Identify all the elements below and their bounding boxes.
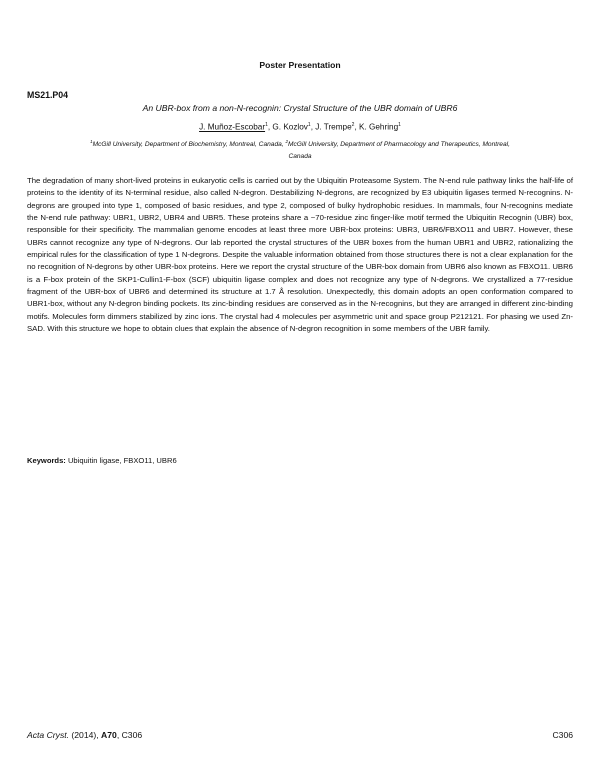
affiliation-mark: 1 <box>90 139 93 144</box>
abstract-code: MS21.P04 <box>27 90 69 100</box>
author-affiliation-mark: 1 <box>265 122 268 128</box>
keywords-label: Keywords: <box>27 456 66 465</box>
abstract-body: The degradation of many short-lived proteins in eukaryotic cells is carried out by the Ubiquitin Proteasome System. The N-end rule pathway links the half-life of proteins to the identity of its N-terminal residue, also called N-degron. Destabilizing N-degrons, are recognized by E3 ubiquitin ligases termed N-recognins. N-degrons are grouped into type 1, composed of basic residues, and type 2, composed of bulky hydrophobic residues. In mammals, four N-recognins mediate the N-end rule pathway: UBR1, UBR2, UBR4 and UBR5. These proteins share a ~70-residue zinc finger-like motif termed the Ubiquitin Recognin (UBR) box, responsible for their specificity. The mammalian genome encodes at least three more UBR-box proteins: UBR3, UBR6/FBXO11 and UBR7. However, these UBRs cannot recognize any type of N-degrons. Our lab reported the crystal structures of the UBR boxes from the human UBR1 and UBR2, rationalizing the empirical rules for the classification of type 1 N-degrons. Despite the valuable information obtained from those structures there is not a clear explanation for the no recognition of N-degrons by other UBR-box proteins. Here we report the crystal structure of the UBR-box domain from UBR6 also known as FBXO11. UBR6 is a F-box protein of the SKP1-Cullin1-F-box (SCF) ubiquitin ligase complex and does not recognize any type of N-degrons. We crystallized a 77-residue fragment of the UBR-box of UBR6 and determined its structure at 1.7 Å resolution. Unexpectedly, this domain adopts an open conformation compared to UBR1-box, without any N-degron binding pockets. Its zinc-binding residues are conserved as in the N-recognins, but they are arranged in different zinc-binding motifs. Molecules form dimmers stabilized by zinc ions. The crystal had 4 molecules per asymmetric unit and space group P212121. For phasing we used Zn-SAD. With this structure we hope to obtain clues that explain the absence of N-degron recognition in some members of the UBR family. <box>27 176 573 334</box>
author-separator: , <box>310 122 316 132</box>
keywords-value: Ubiquitin ligase, FBXO11, UBR6 <box>65 456 177 465</box>
page-header: Poster Presentation <box>259 60 341 70</box>
author-separator: , <box>354 122 359 132</box>
footer-citation <box>27 730 142 740</box>
author-separator: , <box>267 122 273 132</box>
journal-name: Acta Cryst. <box>27 730 70 740</box>
affiliations <box>90 136 510 163</box>
affiliation-text: McGill University, Department of Biochemistry, Montreal, Canada, <box>92 141 286 149</box>
author-affiliation-mark: 2 <box>351 122 355 128</box>
affiliation-mark: 2 <box>285 139 288 144</box>
citation-volume: A70 <box>101 730 117 740</box>
author-list <box>0 122 600 132</box>
author-affiliation-mark: 1 <box>307 122 311 128</box>
abstract-title: An UBR-box from a non-N-recognin: Crystal Structure of the UBR domain of UBR6 <box>142 103 458 113</box>
keywords <box>27 456 177 465</box>
author-name: J. Muñoz-Escobar <box>199 122 266 132</box>
citation-year: (2014), <box>69 730 102 740</box>
author-name: K. Gehring <box>359 122 399 132</box>
affiliation-text: McGill University, Department of Pharmacology and Therapeutics, Montreal, Canada <box>287 141 510 161</box>
author-name: J. Trempe <box>315 122 352 132</box>
page-number: C306 <box>552 730 573 740</box>
citation-page: , C306 <box>116 730 143 740</box>
author-affiliation-mark: 1 <box>398 122 401 128</box>
author-name: G. Kozlov <box>272 122 308 132</box>
